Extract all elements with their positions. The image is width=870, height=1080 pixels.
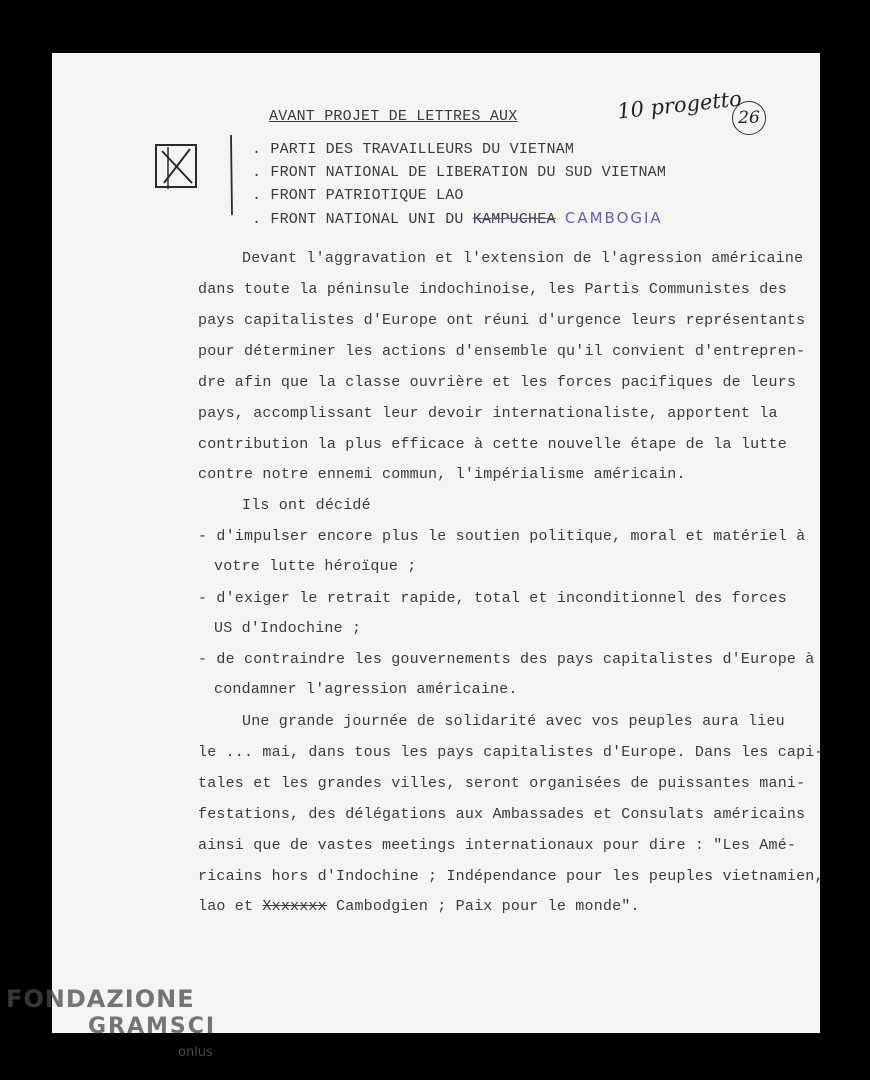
watermark-logo-line2: GRAMSCI — [88, 1014, 217, 1039]
body-line: Ils ont décidé — [242, 497, 371, 514]
body-line: contre notre ennemi commun, l'impérialisme américain. — [198, 466, 686, 483]
list-item: - d'impulser encore plus le soutien politique, moral et matériel à — [198, 528, 806, 545]
recipient-3: . FRONT PATRIOTIQUE LAO — [252, 187, 464, 204]
body-line: tales et les grandes villes, seront organisées de puissantes mani- — [198, 775, 806, 792]
document-page — [52, 53, 824, 1033]
body-line: Devant l'aggravation et l'extension de l'agression américaine — [242, 250, 804, 267]
body-line: festations, des délégations aux Ambassades et Consulats américains — [198, 806, 806, 823]
handwritten-correction: CAMBOGIA — [564, 209, 663, 227]
recipient-2: . FRONT NATIONAL DE LIBERATION DU SUD VIETNAM — [252, 164, 667, 181]
watermark-logo-line3: onlus — [178, 1045, 213, 1060]
body-line: contribution la plus efficace à cette nouvelle étape de la lutte — [198, 436, 787, 453]
body-line: le ... mai, dans tous les pays capitalistes d'Europe. Dans les capi- — [198, 744, 824, 761]
body-line: pays, accomplissant leur devoir internationaliste, apportent la — [198, 405, 778, 422]
struck-word: Xxxxxxx — [262, 898, 327, 915]
body-line: pays capitalistes d'Europe ont réuni d'urgence leurs représentants — [198, 312, 806, 329]
body-line-last: lao et Xxxxxxx Cambodgien ; Paix pour le monde". — [198, 898, 640, 915]
list-item-cont: US d'Indochine ; — [214, 620, 362, 637]
body-line: dans toute la péninsule indochinoise, les Partis Communistes des — [198, 281, 787, 298]
body-line: ainsi que de vastes meetings internationaux pour dire : "Les Amé- — [198, 837, 797, 854]
list-item-cont: condamner l'agression américaine. — [214, 681, 518, 698]
struck-word: KAMPUCHEA — [472, 211, 556, 228]
checkbox-x-mark-icon — [152, 139, 204, 195]
body-line: pour déterminer les actions d'ensemble qu'il convient d'entrepren- — [198, 343, 806, 360]
handwritten-note: 10 progetto — [616, 86, 743, 124]
page-number-circled: 26 — [732, 101, 766, 135]
list-item: - d'exiger le retrait rapide, total et inconditionnel des forces — [198, 590, 787, 607]
list-item: - de contraindre les gouvernements des pays capitalistes d'Europe à — [198, 651, 815, 668]
recipient-1: . PARTI DES TRAVAILLEURS DU VIETNAM — [252, 141, 575, 158]
document-title: AVANT PROJET DE LETTRES AUX — [269, 108, 518, 125]
body-line: dre afin que la classe ouvrière et les forces pacifiques de leurs — [198, 374, 797, 391]
watermark-logo-line1: FONDAZIONE — [6, 985, 195, 1013]
list-item-cont: votre lutte héroïque ; — [214, 558, 417, 575]
recipient-4: . FRONT NATIONAL UNI DU KAMPUCHEA CAMBOGIA — [252, 209, 663, 228]
body-line: Une grande journée de solidarité avec vos peuples aura lieu — [242, 713, 785, 730]
vertical-bracket-mark — [226, 133, 236, 217]
body-line: ricains hors d'Indochine ; Indépendance pour les peuples vietnamien, — [198, 868, 824, 885]
